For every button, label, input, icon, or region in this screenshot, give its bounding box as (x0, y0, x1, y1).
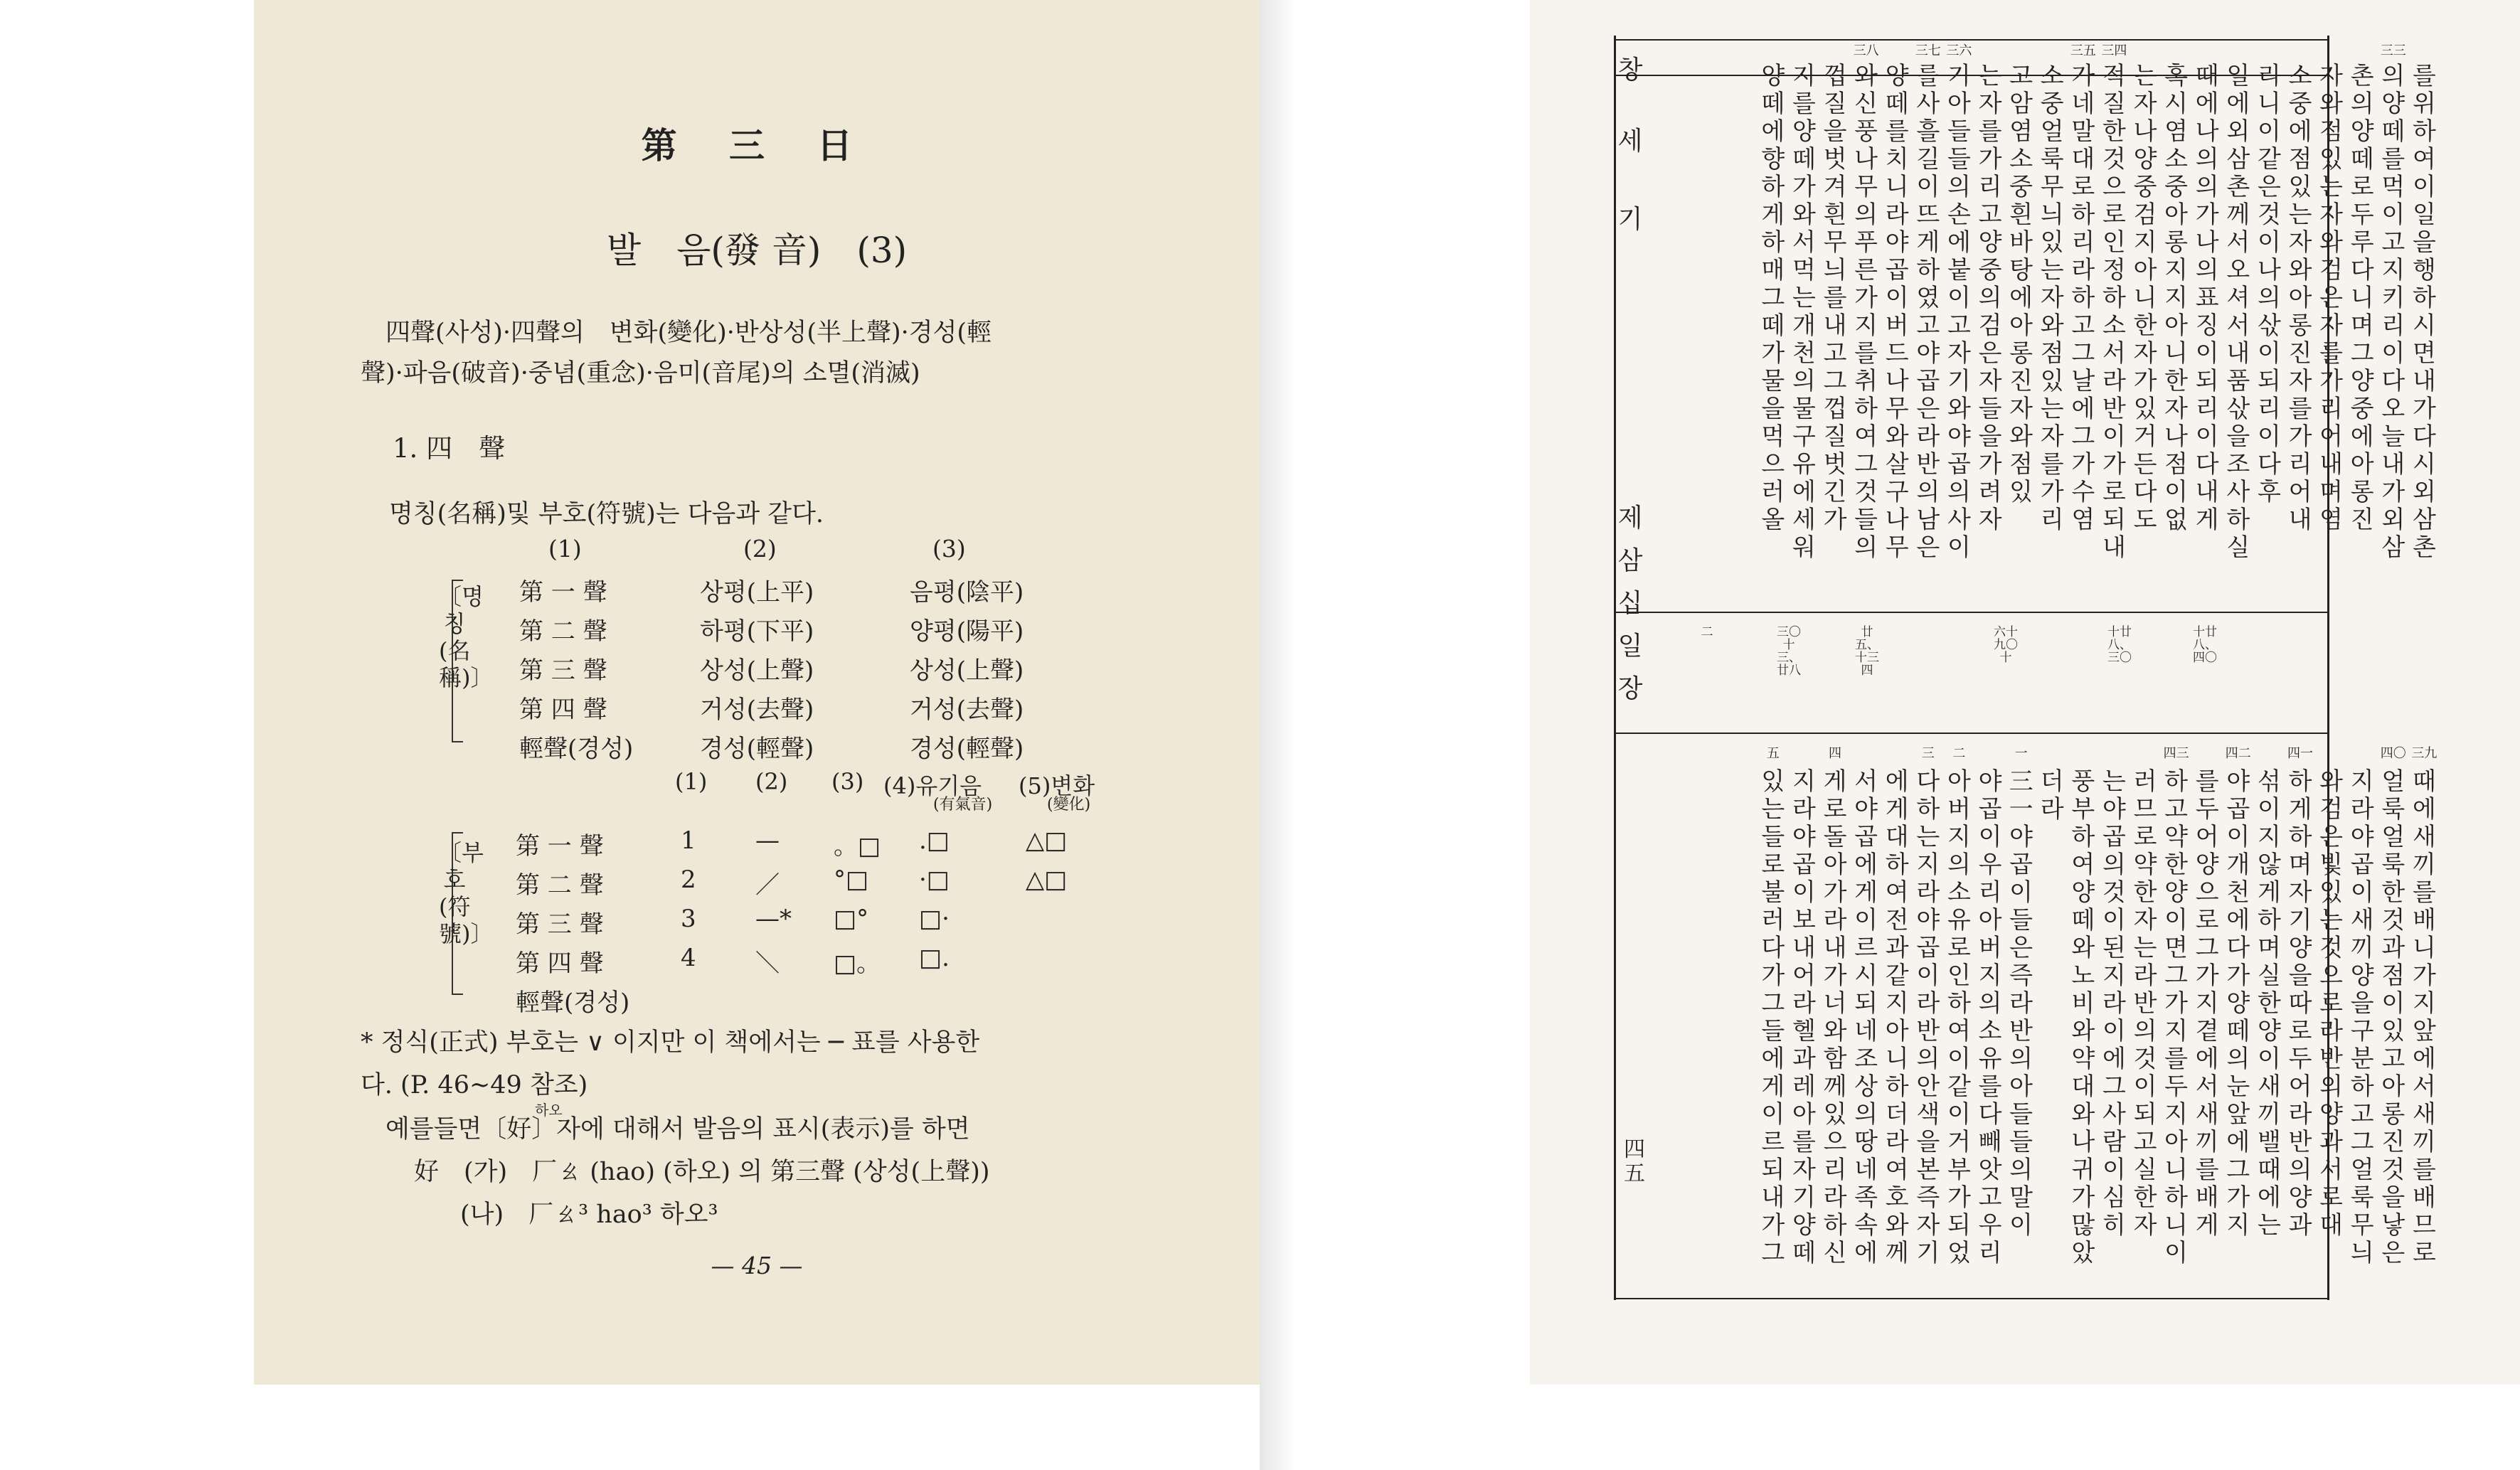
cross-reference-note: 十廿八、四〇 (2193, 625, 2217, 665)
page-subtitle: 발 음(發 音) (3) (606, 230, 908, 271)
lead-sentence: 명칭(名稱)및 부호(符號)는 다음과 같다. (389, 500, 824, 528)
page-title: 第 三 日 (641, 124, 873, 166)
vertical-text-column: 의양떼를먹이고지키리이다오늘내가외삼 (2381, 63, 2405, 562)
vertical-text-column: 가네말대로하리라하고그날에그가수염 (2071, 63, 2095, 534)
sym-col-subhead-5: (變化) (1047, 796, 1091, 814)
verse-number: 三 (1921, 746, 1935, 761)
vertical-text-column: 는자나양중검지아니한자가있거든다도 (2133, 63, 2157, 534)
sym-col-head-3: (3) (831, 768, 864, 795)
side-title-char: 제 (1617, 504, 1643, 533)
side-title-char: 십 (1617, 589, 1643, 618)
symbol-col3: 。□ (834, 832, 881, 861)
verse-number: 三九 (2411, 746, 2437, 761)
tone-label: 第 四 聲 (516, 949, 604, 978)
example-line-1: 예를들면〔好〕자에 대해서 발음의 표시(表示)를 하면 (386, 1115, 970, 1144)
table-row (254, 905, 1260, 944)
symbol-col1: 1 (681, 826, 696, 855)
cross-reference-note: 廿五、十三四 (1855, 625, 1879, 678)
note-line-2: 다. (P. 46~49 참조) (361, 1071, 588, 1099)
vertical-text-column: 일에외삼촌께서오셔서내품삯을조사하실 (2226, 63, 2250, 562)
symbol-col1: 2 (681, 866, 696, 894)
tone-label: 第 三 聲 (519, 656, 607, 685)
vertical-text-column: 소중에점있는자와아롱진자를가리어내 (2288, 63, 2312, 534)
page-number: 四五 (1624, 1137, 1645, 1186)
symbol-col4: □· (919, 905, 950, 933)
symbol-col3: □° (834, 905, 869, 933)
sym-col-head-1: (1) (675, 768, 708, 795)
symbol-col3: °□ (834, 866, 869, 894)
tone-name-col3: 상성(上聲) (910, 656, 1024, 685)
vertical-text-column: 를사흘길이뜨게하였고야곱은라반의남은 (1916, 63, 1940, 562)
vertical-text-column: 와검은빛있는것으로라반의양과서로대 (2319, 768, 2344, 1240)
verse-number: 五 (1766, 746, 1780, 761)
vertical-text-column: 에게대하여전과같지아니하더라여호와께 (1885, 768, 1909, 1267)
sym-col-head-5: (5)변화 (1019, 772, 1095, 799)
verse-number: 四三 (2163, 746, 2189, 761)
verse-number: 四一 (2287, 746, 2313, 761)
verse-number: 三八 (1853, 43, 1879, 58)
vertical-text-column: 혹시염소중아롱지지아니한자나점이없 (2164, 63, 2189, 534)
cross-reference-note: 三〇十三、廿八 (1777, 625, 1801, 678)
name-col-head-2: (2) (743, 535, 777, 563)
vertical-text-column: 는야곱의것이된지라이에그사람이심히 (2102, 768, 2126, 1240)
symbol-col1: 3 (681, 905, 696, 933)
tone-name-col3: 경성(輕聲) (910, 735, 1024, 763)
vertical-text-column: 풍부하여양떼와노비와약대와나귀가많았 (2071, 768, 2095, 1267)
table-row (254, 612, 1260, 651)
verse-number: 三六 (1946, 43, 1972, 58)
page-gutter-shadow (1260, 0, 1295, 1470)
verse-number: 三五 (2070, 43, 2096, 58)
vertical-text-column: 적질한것으로인정하소서라반이가로되내 (2102, 63, 2126, 562)
frame-top-rule (1616, 39, 2327, 41)
tone-name-col3: 양평(陽平) (910, 617, 1024, 646)
cross-reference-note: 二 (1701, 625, 1713, 639)
tone-label: 第 二 聲 (516, 871, 604, 900)
verse-number: 四 (1829, 746, 1841, 761)
table-row (254, 826, 1260, 866)
vertical-text-column: 를두어양으로그가지곁에서새끼를배게 (2195, 768, 2219, 1240)
tone-label: 輕聲(경성) (516, 989, 630, 1017)
symbol-col2: —* (755, 905, 792, 933)
side-title-char: 창 (1617, 55, 1643, 85)
vertical-text-column: 리니이같은것이나의삯이되리이다후 (2257, 63, 2281, 506)
verse-number: 一 (2014, 746, 2028, 761)
symbol-col5: △□ (1026, 866, 1068, 894)
vertical-text-column: 야곱이개천에다가양떼의눈앞에그가지 (2226, 768, 2250, 1240)
side-title-char: 일 (1617, 632, 1643, 661)
cross-reference-note: 十廿八、三〇 (2107, 625, 2132, 665)
intro-line-2: 聲)·파음(破音)·중념(重念)·음미(音尾)의 소멸(消滅) (361, 359, 920, 388)
note-line-1: * 정식(正式) 부호는 ∨ 이지만 이 책에서는 ─ 표를 사용한 (361, 1028, 980, 1057)
tone-label: 第 四 聲 (519, 696, 607, 724)
vertical-text-column: 지라야곱이보내어라헬과레아를자기양떼 (1792, 768, 1816, 1267)
vertical-text-column: 더라 (2040, 768, 2064, 824)
tone-name-col2: 경성(輕聲) (700, 735, 814, 763)
side-title-char: 삼 (1617, 546, 1643, 575)
vertical-text-column: 를위하여이일을행하시면내가다시외삼촌 (2412, 63, 2436, 562)
symbol-col2: ＼ (755, 949, 780, 978)
vertical-text-column: 때에새끼를배니가지앞에서새끼를배므로 (2412, 768, 2436, 1267)
table-row (254, 866, 1260, 905)
vertical-text-column: 아버지의소유로인하여이같이거부가되었 (1947, 768, 1971, 1267)
vertical-text-column: 섞이지않게하며실한양이새끼밸때에는 (2257, 768, 2281, 1240)
vertical-text-column: 소중얼룩무늬있는자와점있는자를가리 (2040, 63, 2064, 534)
tone-label: 第 三 聲 (516, 910, 604, 939)
tone-label: 第 一 聲 (519, 578, 607, 607)
vertical-text-column: 고암염소중흰바탕에아롱진자와점있 (2009, 63, 2033, 506)
vertical-text-column: 기아들들의손에붙이고자기와야곱의사이 (1947, 63, 1971, 562)
name-table-label: 〔명칭(名稱)〕 (439, 583, 494, 691)
tone-name-col2: 거성(去聲) (700, 696, 814, 724)
notes-top-rule (1616, 612, 2327, 613)
tone-name-col2: 상평(上平) (700, 578, 814, 607)
symbol-col1: 4 (681, 944, 696, 972)
notes-bottom-rule (1616, 733, 2327, 734)
tone-name-col2: 하평(下平) (700, 617, 814, 646)
symbol-col4: □. (919, 944, 950, 972)
sym-col-head-2: (2) (755, 768, 788, 795)
vertical-text-column: 껍질을벗겨흰무늬를내고그껍질벗긴가 (1823, 63, 1847, 534)
left-page (254, 0, 1260, 1385)
example-ruby: 하오 (535, 1102, 563, 1119)
table-row (254, 983, 1260, 1023)
vertical-text-column: 야곱이우리아버지의소유를다빼앗고우리 (1978, 768, 2002, 1267)
vertical-text-column: 지를양떼가와서먹는개천의물구유에세워 (1792, 63, 1816, 562)
table-row (254, 572, 1260, 612)
verse-number: 四〇 (2380, 746, 2406, 761)
table-row (254, 690, 1260, 730)
side-title-char: 세 (1617, 127, 1643, 156)
cross-reference-note: 六十九〇十 (1994, 625, 2018, 665)
verse-number: 四二 (2225, 746, 2251, 761)
table-row (254, 729, 1260, 769)
symbol-col4: .□ (919, 826, 950, 855)
sym-col-subhead-4: (有氣音) (933, 796, 993, 814)
vertical-text-column: 하고약한양이면그가지를두지아니하니이 (2164, 768, 2189, 1267)
vertical-text-column: 얼룩얼룩한것과점이있고아롱진것을낳은 (2381, 768, 2405, 1267)
vertical-text-column: 는자를가리고양중의검은자들을가려자 (1978, 63, 2002, 534)
symbol-col5: △□ (1026, 826, 1068, 855)
tone-name-col2: 상성(上聲) (700, 656, 814, 685)
vertical-text-column: 있는들로불러다가그들에게이르되내가그 (1761, 768, 1785, 1267)
example-line-2: 好 (가) 厂ㄠ (hao) (하오) 의 第三聲 (상성(上聲)) (414, 1158, 990, 1186)
intro-line-1: 四聲(사성)·四聲의 변화(變化)·반상성(半上聲)·경성(輕 (386, 319, 992, 347)
tone-label: 第 一 聲 (516, 832, 604, 861)
vertical-text-column: 자와점있는자와검은자를가리어내며염 (2319, 63, 2344, 534)
vertical-text-column: 서야곱에게이르시되네조상의땅네족속에 (1854, 768, 1878, 1267)
vertical-text-column: 양떼를치니라야곱이버드나무와살구나무 (1885, 63, 1909, 562)
name-col-head-1: (1) (548, 535, 582, 563)
vertical-text-column: 하게하며자기양을따로두어라반의양과 (2288, 768, 2312, 1240)
table-row (254, 651, 1260, 691)
side-title-char: 장 (1617, 674, 1643, 703)
tone-name-col3: 거성(去聲) (910, 696, 1024, 724)
vertical-text-column: 때에나의의가나의표징이되리이다내게 (2195, 63, 2219, 534)
example-line-3: (나) 厂ㄠ³ hao³ 하오³ (460, 1200, 718, 1229)
vertical-text-column: 와신풍나무의푸른가지를취하여그것들의 (1854, 63, 1878, 562)
vertical-text-column: 양떼에향하게하매그떼가물을먹으러올 (1761, 63, 1785, 534)
vertical-text-column: 다하는지라야곱이라반의안색을본즉자기 (1916, 768, 1940, 1267)
sym-col-head-4: (4)유기음 (883, 772, 982, 799)
verse-number: 二 (1952, 746, 1966, 761)
side-title-char: 기 (1617, 205, 1643, 234)
name-col-head-3: (3) (932, 535, 966, 563)
symbol-col2: ／ (755, 871, 780, 900)
tone-label: 第 二 聲 (519, 617, 607, 646)
symbol-col2: — (755, 826, 780, 855)
vertical-text-column: 三一야곱이들은즉라반의아들들의말이 (2009, 768, 2033, 1240)
verse-number: 三四 (2101, 43, 2127, 58)
vertical-text-column: 촌의양떼로두루다니며그양중에아롱진 (2350, 63, 2374, 534)
vertical-text-column: 지라야곱이새끼양을구분하고그얼룩무늬 (2350, 768, 2374, 1267)
tone-label: 輕聲(경성) (519, 735, 634, 763)
symbol-table-label: 〔부호(符號)〕 (439, 839, 494, 947)
tone-name-col3: 음평(陰平) (910, 578, 1024, 607)
section-heading: 1. 四 聲 (393, 433, 506, 464)
verse-number: 三三 (2380, 43, 2406, 58)
page-number: — 45 — (711, 1252, 803, 1279)
verse-number: 三七 (1915, 43, 1941, 58)
vertical-text-column: 게로돌아가라내가너와함께있으리라하신 (1823, 768, 1847, 1267)
symbol-col3: □。 (834, 949, 881, 978)
table-row (254, 944, 1260, 984)
vertical-text-column: 러므로약한자는라반의것이되고실한자 (2133, 768, 2157, 1240)
symbol-col4: ·□ (919, 866, 950, 894)
